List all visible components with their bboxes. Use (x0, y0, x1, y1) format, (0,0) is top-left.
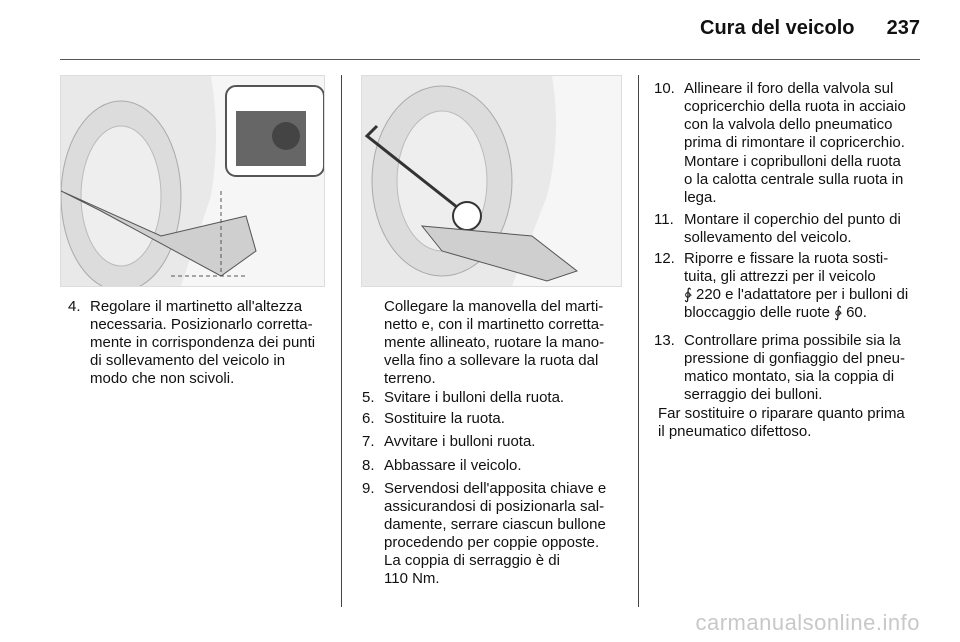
column-divider (341, 75, 342, 607)
step-text: Regolare il martinetto all'altezza necessaria. Posizionarlo corretta- mente in corrispondenza dei punti di sollevamento del veicolo in modo che non scivoli. (90, 298, 316, 387)
closing-paragraph: Far sostituire o riparare quanto prima il pneumatico difettoso. (658, 405, 905, 440)
page-number: 237 (886, 17, 920, 39)
step-12: 12. Riporre e fissare la ruota sosti- tuita, gli attrezzi per il veicolo ∳ 220 e l'adattatore per i bulloni di bloccaggio delle ruote ∳ 60. (654, 250, 909, 321)
watermark: carmanualsonline.info (695, 610, 920, 635)
step-10: 10. Allineare il foro della valvola sul copricerchio della ruota in acciaio con la valvola dello pneumatico prima di rimontare il copricerchio. (654, 80, 906, 151)
step-11: 11. Montare il coperchio del punto di sollevamento del veicolo. (654, 211, 901, 246)
chapter-title: Cura del veicolo (700, 17, 855, 39)
step-6: 6. Sostituire la ruota. (362, 410, 505, 427)
step-9: 9. Servendosi dell'apposita chiave e assicurandosi di posizionarla sal- damente, serrare ciascun bullone procedendo per coppie opposte. La coppia di serraggio è di 110 Nm. (362, 480, 607, 587)
jack-positioning-illustration (60, 75, 325, 287)
column-divider (638, 75, 639, 607)
jack-crank-illustration (361, 75, 622, 287)
crank-intro-paragraph: Collegare la manovella del marti- netto e, con il martinetto corretta- mente allineato, ruotare la mano- vella fino a sollevare la ruota dal terreno. (384, 298, 605, 387)
step-13: 13. Controllare prima possibile sia la pressione di gonfiaggio del pneu- matico montato, sia la coppia di serraggio dei bulloni. (654, 332, 905, 403)
step-10-note: Montare i copribulloni della ruota o la calotta centrale sulla ruota in lega. (684, 153, 904, 206)
header-divider (60, 59, 920, 60)
step-number: 4. (68, 298, 81, 315)
step-5: 5. Svitare i bulloni della ruota. (362, 389, 565, 406)
step-7: 7. Avvitare i bulloni ruota. (362, 433, 536, 450)
step-8: 8. Abbassare il veicolo. (362, 457, 522, 474)
step-4 (68, 298, 340, 388)
